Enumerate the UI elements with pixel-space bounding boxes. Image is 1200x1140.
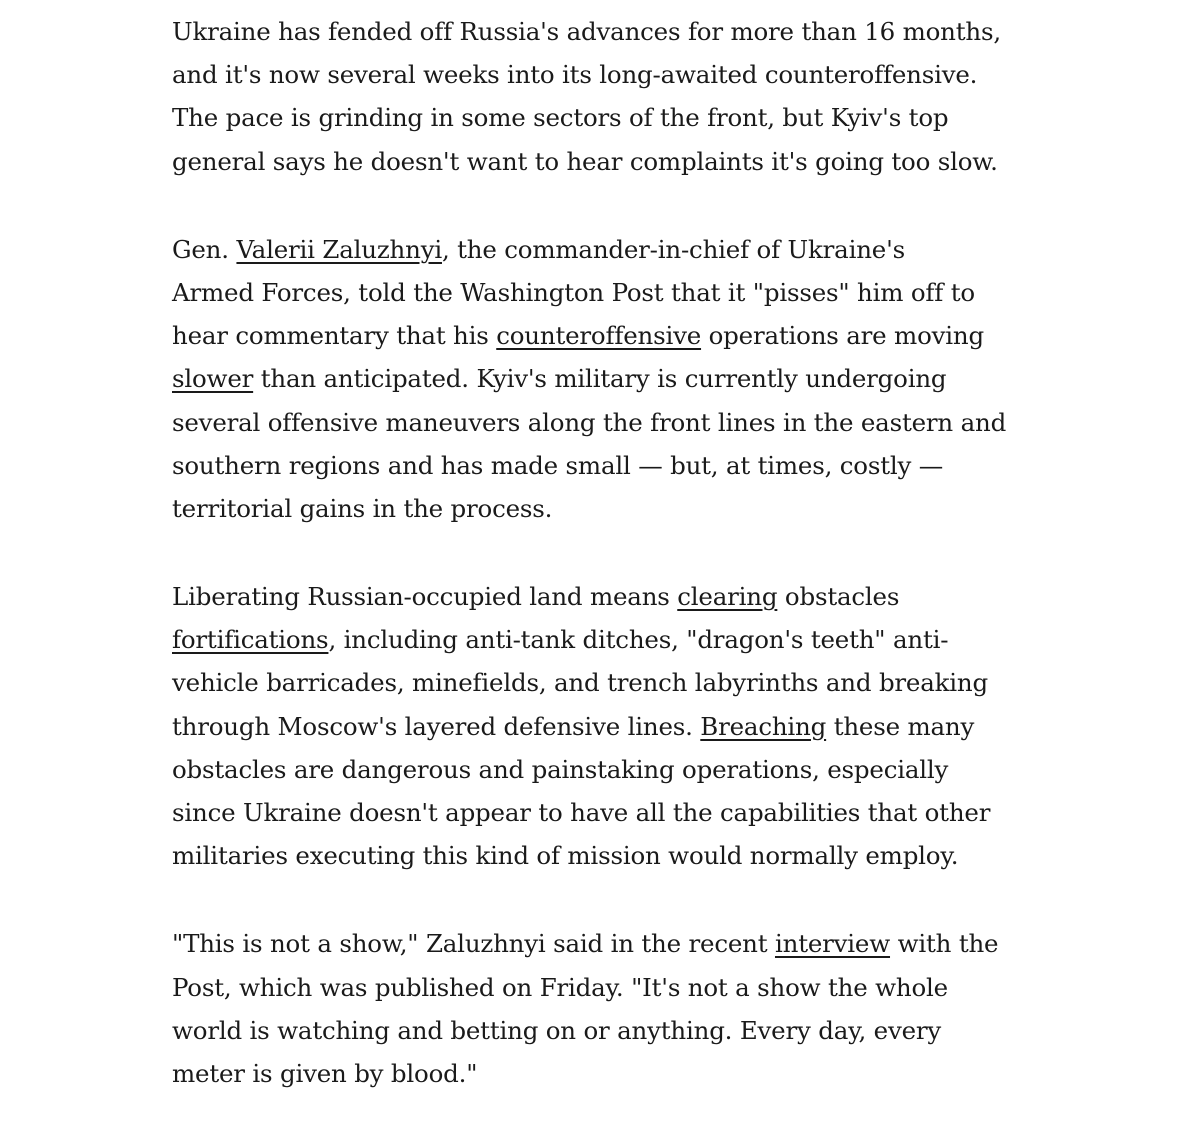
text-segment: militaries executing this kind of mission would normally employ. — [172, 841, 959, 871]
text-segment: several offensive maneuvers along the front lines in the eastern and — [172, 407, 1007, 437]
inline-link-slower[interactable]: slower — [172, 364, 254, 394]
text-segment: Liberating Russian-occupied land means — [172, 582, 678, 612]
inline-link-counteroffensive[interactable]: counteroffensive — [496, 321, 702, 351]
text-segment: The pace is grinding in some sectors of the front, but Kyiv's top — [172, 103, 949, 133]
article-paragraph — [172, 922, 1052, 1095]
text-segment: vehicle barricades, minefields, and trench labyrinths and breaking — [172, 668, 988, 698]
text-segment: southern regions and has made small — but, at times, costly — — [172, 450, 944, 480]
text-line — [172, 1052, 1052, 1095]
text-segment: obstacles — [777, 582, 900, 612]
text-line — [172, 271, 1052, 314]
text-segment: meter is given by blood." — [172, 1058, 478, 1088]
text-segment: Ukraine has fended off Russia's advances for more than 16 months, — [172, 17, 1001, 46]
inline-link-clearing[interactable]: clearing — [677, 582, 778, 612]
article-body — [172, 10, 1052, 1140]
text-line — [172, 748, 1052, 791]
text-segment: since Ukraine doesn't appear to have all the capabilities that other — [172, 798, 991, 827]
text-segment: world is watching and betting on or anything. Every day, every — [172, 1015, 942, 1045]
text-line — [172, 618, 1052, 661]
text-line — [172, 575, 1052, 618]
text-line — [172, 1009, 1052, 1052]
text-line — [172, 661, 1052, 704]
text-segment: , including anti-tank ditches, "dragon's teeth" anti- — [328, 625, 949, 655]
article-paragraph — [172, 228, 1052, 530]
text-segment: general says he doesn't want to hear complaints it's going too slow. — [172, 146, 998, 176]
inline-link-fortifications[interactable]: fortifications — [172, 625, 329, 655]
text-segment: these many — [826, 711, 975, 741]
text-line — [172, 834, 1052, 877]
inline-link-interview[interactable]: interview — [774, 929, 891, 959]
text-line — [172, 228, 1052, 271]
text-segment: operations are moving — [701, 321, 984, 351]
text-segment: "This is not a show," Zaluzhnyi said in the recent — [172, 929, 775, 959]
text-segment: than anticipated. Kyiv's military is currently undergoing — [253, 364, 947, 394]
text-segment: , the commander-in-chief of Ukraine's — [441, 234, 905, 264]
inline-link-valerii-zaluzhnyi[interactable]: Valerii Zaluzhnyi — [236, 234, 442, 264]
text-line — [172, 444, 1052, 487]
text-segment: Armed Forces, told the Washington Post that it "pisses" him off to — [172, 277, 975, 307]
text-segment: and it's now several weeks into its long-awaited counteroffensive. — [172, 60, 978, 90]
text-line — [172, 357, 1052, 400]
text-line — [172, 96, 1052, 139]
text-segment: obstacles are dangerous and painstaking operations, especially — [172, 754, 949, 784]
text-line — [172, 401, 1052, 444]
text-line — [172, 140, 1052, 183]
text-line — [172, 53, 1052, 96]
inline-link-breaching[interactable]: Breaching — [700, 711, 827, 741]
text-segment: territorial gains in the process. — [172, 493, 553, 523]
text-line — [172, 10, 1052, 53]
text-segment: Gen. — [172, 234, 237, 264]
text-line — [172, 705, 1052, 748]
text-line — [172, 966, 1052, 1009]
text-line — [172, 487, 1052, 530]
text-line — [172, 314, 1052, 357]
article-paragraph — [172, 10, 1052, 183]
text-segment: hear commentary that his — [172, 321, 497, 351]
text-segment: Post, which was published on Friday. "It's not a show the whole — [172, 972, 948, 1002]
text-line — [172, 791, 1052, 834]
article-paragraph — [172, 575, 1052, 877]
text-line — [172, 922, 1052, 965]
text-segment: through Moscow's layered defensive lines. — [172, 711, 701, 741]
text-segment: with the — [890, 929, 999, 959]
